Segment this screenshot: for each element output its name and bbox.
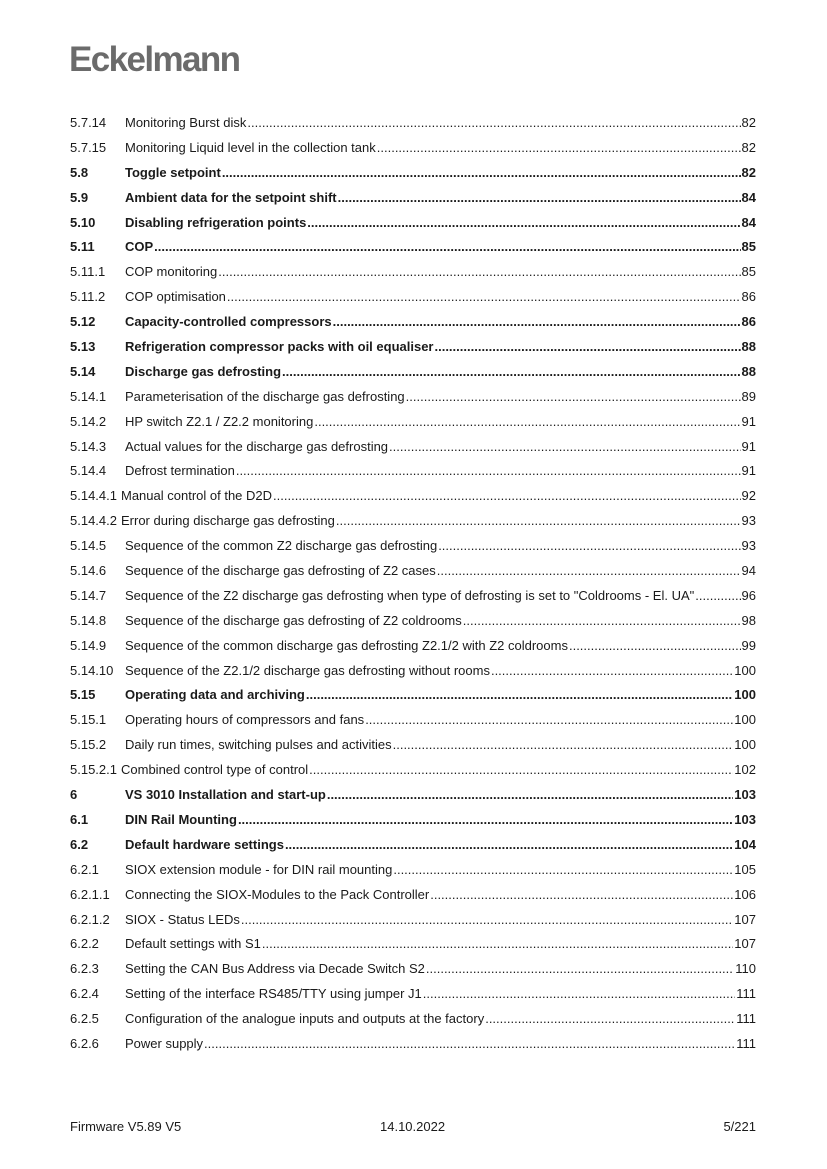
- toc-entry[interactable]: [70, 808, 756, 833]
- toc-entry-title: Sequence of the discharge gas defrosting of Z2 cases: [125, 563, 436, 579]
- toc-entry[interactable]: [70, 435, 756, 460]
- toc-entry-page: 100: [734, 662, 756, 678]
- dot-leader: [365, 708, 733, 733]
- toc-entry[interactable]: [70, 385, 756, 410]
- toc-entry-page: 89: [741, 388, 756, 404]
- toc-entry-number: 5.14.2: [70, 413, 107, 429]
- toc-entry-page: 84: [741, 214, 756, 230]
- toc-entry-page: 99: [741, 637, 756, 653]
- dot-leader: [569, 634, 741, 659]
- toc-entry-title: Operating hours of compressors and fans: [125, 712, 365, 728]
- dot-leader: [307, 211, 740, 236]
- toc-entry-title: Refrigeration compressor packs with oil equaliser: [125, 339, 434, 355]
- toc-entry-page: 93: [741, 513, 756, 529]
- toc-entry-title: COP optimisation: [125, 289, 226, 305]
- toc-entry-title: Error during discharge gas defrosting: [121, 513, 335, 529]
- toc-entry-title: Monitoring Liquid level in the collection tank: [125, 139, 376, 155]
- toc-entry-page: 111: [736, 1011, 756, 1027]
- toc-entry[interactable]: [70, 683, 756, 708]
- dot-leader: [485, 1007, 735, 1032]
- toc-entry-title: Connecting the SIOX-Modules to the Pack Controller: [125, 886, 430, 902]
- dot-leader: [463, 609, 741, 634]
- toc-entry-title: Sequence of the Z2 discharge gas defrosting when type of defrosting is set to "Coldrooms - El. UA": [125, 587, 695, 603]
- toc-entry[interactable]: [70, 982, 756, 1007]
- dot-leader: [227, 285, 741, 310]
- toc-entry[interactable]: [70, 932, 756, 957]
- toc-entry-number: 6.2: [70, 836, 89, 852]
- toc-entry-page: 110: [735, 961, 756, 977]
- toc-entry-page: 111: [736, 986, 756, 1002]
- dot-leader: [434, 335, 740, 360]
- toc-entry[interactable]: [70, 235, 756, 260]
- toc-entry-page: 103: [734, 787, 756, 803]
- toc-entry[interactable]: [70, 136, 756, 161]
- toc-entry-page: 91: [741, 413, 756, 429]
- toc-entry-number: 5.15.2.1: [70, 762, 117, 778]
- toc-entry-page: 93: [741, 538, 756, 554]
- toc-entry-title: Monitoring Burst disk: [125, 115, 247, 130]
- dot-leader: [238, 808, 733, 833]
- toc-entry-title: Manual control of the D2D: [121, 488, 273, 504]
- dot-leader: [695, 584, 740, 609]
- toc-entry-number: 5.11.1: [70, 264, 106, 280]
- dot-leader: [309, 758, 733, 783]
- dot-leader: [314, 410, 740, 435]
- toc-entry[interactable]: [70, 1032, 756, 1057]
- toc-entry-title: Power supply: [125, 1035, 204, 1051]
- toc-entry[interactable]: [70, 758, 756, 783]
- toc-entry[interactable]: [70, 111, 756, 136]
- toc-entry-page: 88: [741, 363, 756, 379]
- toc-entry-page: 102: [734, 762, 756, 778]
- toc-entry-page: 107: [734, 936, 756, 952]
- toc-entry[interactable]: [70, 883, 756, 908]
- toc-entry-number: 6: [70, 787, 78, 803]
- toc-entry-number: 5.14.1: [70, 388, 107, 404]
- toc-entry[interactable]: [70, 733, 756, 758]
- toc-entry-number: 5.14.8: [70, 612, 107, 628]
- toc-entry-title: HP switch Z2.1 / Z2.2 monitoring: [125, 413, 314, 429]
- toc-entry-number: 5.14.4: [70, 463, 107, 479]
- dot-leader: [218, 260, 740, 285]
- toc-entry[interactable]: [70, 459, 756, 484]
- toc-entry-page: 100: [734, 737, 756, 753]
- toc-entry-page: 84: [741, 189, 756, 205]
- toc-entry[interactable]: [70, 559, 756, 584]
- toc-entry[interactable]: [70, 186, 756, 211]
- dot-leader: [222, 161, 741, 186]
- toc-entry-number: 5.11.2: [70, 289, 106, 305]
- toc-entry-number: 5.14.7: [70, 587, 107, 603]
- toc-entry-page: 85: [741, 239, 756, 255]
- toc-entry[interactable]: [70, 858, 756, 883]
- toc-entry-page: 92: [741, 488, 756, 504]
- dot-leader: [333, 310, 741, 335]
- toc-entry[interactable]: [70, 1007, 756, 1032]
- footer-date: 14.10.2022: [380, 1119, 446, 1134]
- toc-entry-page: 98: [741, 612, 756, 628]
- toc-entry-number: 5.8: [70, 164, 89, 180]
- toc-entry[interactable]: [70, 484, 756, 509]
- dot-leader: [154, 235, 740, 260]
- toc-entry-number: 5.14.4.2: [70, 513, 117, 529]
- toc-entry-number: 5.14.10: [70, 662, 114, 678]
- toc-entry-title: Sequence of the common discharge gas defrosting Z2.1/2 with Z2 coldrooms: [125, 637, 568, 653]
- footer-firmware-version: Firmware V5.89 V5: [70, 1119, 182, 1134]
- toc-entry-title: Default hardware settings: [125, 836, 284, 852]
- toc-entry-number: 5.10: [70, 214, 96, 230]
- toc-entry-title: Configuration of the analogue inputs and outputs at the factory: [125, 1011, 485, 1027]
- toc-entry-title: Discharge gas defrosting: [125, 363, 282, 379]
- toc-entry-number: 5.14: [70, 363, 96, 379]
- eckelmann-logo: Eckelmann: [69, 40, 240, 79]
- toc-entry-title: Defrost termination: [125, 463, 235, 479]
- toc-entry-page: 91: [741, 463, 756, 479]
- dot-leader: [377, 136, 741, 161]
- toc-entry-page: 100: [734, 712, 756, 728]
- toc-entry-number: 5.14.3: [70, 438, 107, 454]
- toc-entry-title: Disabling refrigeration points: [125, 214, 307, 230]
- table-of-contents: [70, 111, 756, 1057]
- toc-entry-page: 111: [736, 1035, 756, 1051]
- toc-entry-title: Operating data and archiving: [125, 687, 305, 703]
- toc-entry[interactable]: [70, 634, 756, 659]
- toc-entry-page: 82: [741, 139, 756, 155]
- dot-leader: [393, 733, 734, 758]
- toc-entry-number: 6.2.1.2: [70, 911, 110, 927]
- toc-entry-title: COP: [125, 239, 154, 255]
- toc-entry-title: SIOX extension module - for DIN rail mounting: [125, 861, 393, 877]
- toc-entry[interactable]: [70, 310, 756, 335]
- toc-entry[interactable]: [70, 783, 756, 808]
- footer-page-number: 5/221: [723, 1119, 756, 1134]
- toc-entry-title: Parameterisation of the discharge gas defrosting: [125, 388, 405, 404]
- toc-entry-title: COP monitoring: [125, 264, 218, 280]
- dot-leader: [236, 459, 741, 484]
- toc-entry[interactable]: [70, 211, 756, 236]
- toc-entry-number: 6.2.1: [70, 861, 99, 877]
- toc-entry[interactable]: [70, 360, 756, 385]
- toc-entry-page: 107: [734, 911, 756, 927]
- toc-entry[interactable]: [70, 285, 756, 310]
- dot-leader: [336, 509, 741, 534]
- toc-entry-number: 5.9: [70, 189, 89, 205]
- dot-leader: [327, 783, 733, 808]
- toc-entry-title: Combined control type of control: [121, 762, 309, 778]
- toc-entry-page: 91: [741, 438, 756, 454]
- toc-entry-number: 6.2.6: [70, 1035, 99, 1051]
- toc-entry-number: 6.2.1.1: [70, 886, 110, 902]
- toc-entry-number: 6.1: [70, 811, 89, 827]
- toc-entry-title: Actual values for the discharge gas defrosting: [125, 438, 389, 454]
- toc-entry-page: 82: [741, 115, 756, 130]
- toc-entry-page: 104: [734, 836, 756, 852]
- dot-leader: [273, 484, 741, 509]
- toc-entry-title: Toggle setpoint: [125, 164, 221, 180]
- toc-entry-number: 5.12: [70, 314, 96, 330]
- dot-leader: [306, 683, 733, 708]
- toc-entry-title: DIN Rail Mounting: [125, 811, 237, 827]
- toc-entry-page: 86: [741, 289, 756, 305]
- toc-entry-page: 82: [741, 164, 756, 180]
- toc-entry[interactable]: [70, 957, 756, 982]
- toc-entry-title: Ambient data for the setpoint shift: [125, 189, 337, 205]
- toc-entry-number: 6.2.2: [70, 936, 99, 952]
- toc-entry-page: 86: [741, 314, 756, 330]
- toc-entry-page: 105: [734, 861, 756, 877]
- toc-entry-number: 6.2.5: [70, 1011, 99, 1027]
- toc-entry-page: 88: [741, 339, 756, 355]
- toc-entry-number: 6.2.4: [70, 986, 99, 1002]
- dot-leader: [426, 957, 734, 982]
- toc-entry[interactable]: [70, 609, 756, 634]
- dot-leader: [406, 385, 741, 410]
- dot-leader: [338, 186, 741, 211]
- dot-leader: [282, 360, 740, 385]
- toc-entry-number: 5.15.1: [70, 712, 107, 728]
- dot-leader: [262, 932, 733, 957]
- toc-entry[interactable]: [70, 708, 756, 733]
- toc-entry-title: Capacity-controlled compressors: [125, 314, 332, 330]
- toc-entry[interactable]: [70, 509, 756, 534]
- toc-entry[interactable]: [70, 584, 756, 609]
- dot-leader: [423, 982, 735, 1007]
- toc-entry-page: 100: [734, 687, 756, 703]
- toc-entry[interactable]: [70, 161, 756, 186]
- toc-entry[interactable]: [70, 534, 756, 559]
- dot-leader: [204, 1032, 735, 1057]
- dot-leader: [389, 435, 740, 460]
- toc-entry-number: 5.14.5: [70, 538, 107, 554]
- dot-leader: [247, 111, 740, 136]
- toc-entry-number: 5.7.15: [70, 139, 107, 155]
- toc-entry-title: Setting the CAN Bus Address via Decade Switch S2: [125, 961, 425, 977]
- toc-entry[interactable]: [70, 260, 756, 285]
- toc-entry-title: VS 3010 Installation and start-up: [125, 787, 326, 803]
- toc-entry-page: 85: [741, 264, 756, 280]
- toc-entry-title: SIOX - Status LEDs: [125, 911, 240, 927]
- toc-entry[interactable]: [70, 410, 756, 435]
- toc-entry-number: 5.11: [70, 239, 95, 255]
- toc-entry-number: 5.14.9: [70, 637, 107, 653]
- toc-entry-page: 96: [741, 587, 756, 603]
- toc-entry-title: Sequence of the common Z2 discharge gas defrosting: [125, 538, 438, 554]
- toc-entry-number: 5.13: [70, 339, 96, 355]
- toc-entry-title: Sequence of the Z2.1/2 discharge gas defrosting without rooms: [125, 662, 490, 678]
- dot-leader: [491, 659, 733, 684]
- toc-entry-title: Daily run times, switching pulses and activities: [125, 737, 392, 753]
- toc-entry-number: 6.2.3: [70, 961, 99, 977]
- dot-leader: [438, 534, 740, 559]
- dot-leader: [430, 883, 733, 908]
- toc-entry[interactable]: [70, 908, 756, 933]
- toc-entry[interactable]: [70, 833, 756, 858]
- dot-leader: [285, 833, 733, 858]
- toc-entry-number: 5.14.4.1: [70, 488, 117, 504]
- toc-entry-number: 5.7.14: [70, 115, 107, 130]
- dot-leader: [393, 858, 733, 883]
- toc-entry-number: 5.15: [70, 687, 96, 703]
- toc-entry-page: 106: [734, 886, 756, 902]
- toc-entry-number: 5.14.6: [70, 563, 107, 579]
- toc-entry[interactable]: [70, 335, 756, 360]
- toc-entry-title: Default settings with S1: [125, 936, 261, 952]
- toc-entry-title: Setting of the interface RS485/TTY using jumper J1: [125, 986, 422, 1002]
- toc-entry[interactable]: [70, 659, 756, 684]
- toc-entry-number: 5.15.2: [70, 737, 107, 753]
- dot-leader: [241, 908, 733, 933]
- toc-entry-page: 94: [741, 563, 756, 579]
- toc-entry-title: Sequence of the discharge gas defrosting of Z2 coldrooms: [125, 612, 462, 628]
- toc-entry-page: 103: [734, 811, 756, 827]
- dot-leader: [437, 559, 741, 584]
